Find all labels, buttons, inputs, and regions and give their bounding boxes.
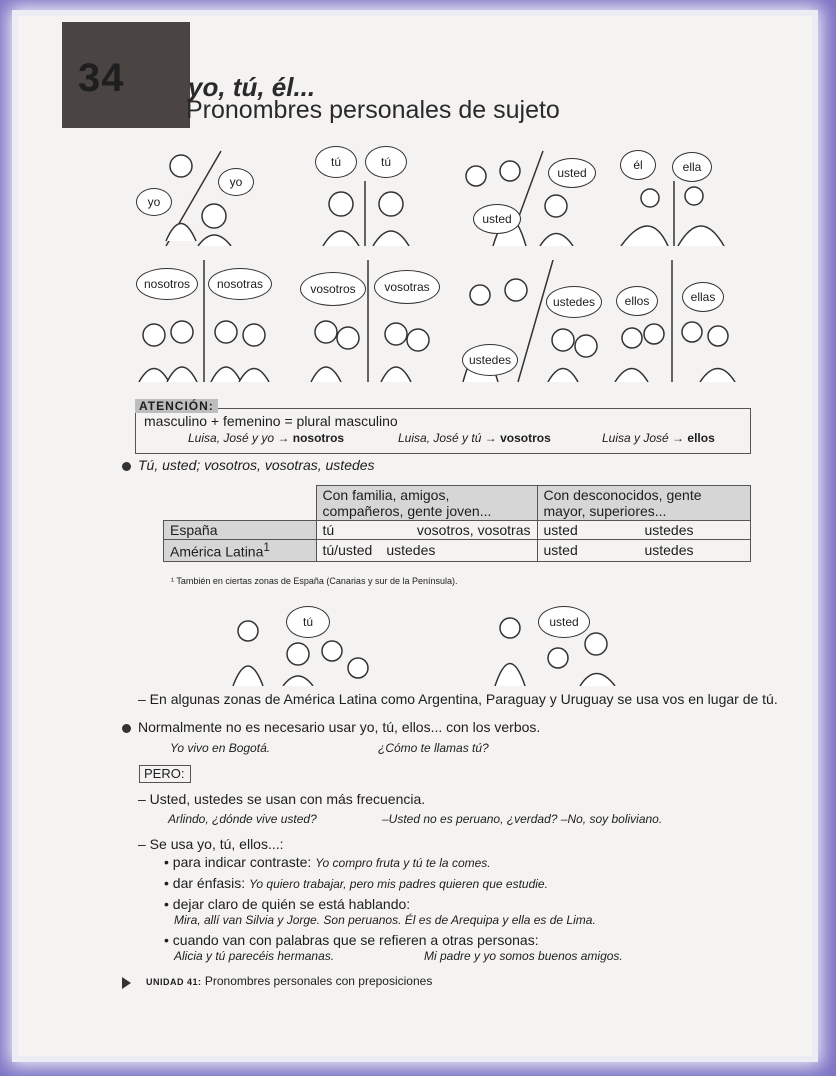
bubble-usted-right: usted (548, 158, 596, 188)
bubble-el: él (620, 150, 656, 180)
table-footnote: ¹ También en ciertas zonas de España (Canarias y sur de la Península). (171, 576, 458, 586)
usted-example-2: –Usted no es peruano, ¿verdad? –No, soy boliviano. (382, 812, 663, 826)
atencion-example-2 (398, 431, 551, 445)
bullet-icon (122, 724, 131, 733)
illustration-nosotros (134, 260, 274, 382)
vos-note: – En algunas zonas de América Latina como Argentina, Paraguay y Uruguay se usa vos en lugar de tú. (138, 691, 778, 707)
illustration-usted-latam (480, 606, 640, 686)
bubble-ustedes-left: ustedes (462, 344, 518, 376)
cell: vosotros, vosotras (416, 522, 531, 538)
bubble-usted-left: usted (473, 204, 521, 234)
bubble-usted-latam: usted (538, 606, 590, 638)
table-header-formal: Con desconocidos, gente mayor, superiores... (537, 486, 751, 521)
bubble-nosotros: nosotros (136, 268, 198, 300)
example-left: Luisa, José y yo (188, 431, 275, 445)
cell: usted (543, 522, 578, 538)
people-drawing (610, 260, 740, 382)
list-item-example: Alicia y tú parecéis hermanas. (174, 949, 335, 963)
example-result: nosotros (292, 431, 345, 445)
table-row (164, 521, 751, 540)
bubble-ustedes-right: ustedes (546, 286, 602, 318)
section1-heading: Tú, usted; vosotros, vosotras, ustedes (138, 457, 375, 473)
bullet-icon (122, 462, 131, 471)
bubble-vosotros: vosotros (300, 272, 366, 306)
bubble-yo-left: yo (136, 188, 172, 216)
illustration-tu-latam (228, 606, 388, 686)
atencion-box (135, 408, 751, 454)
bubble-ella: ella (672, 152, 712, 182)
table-row (164, 540, 751, 562)
title-line-1: yo, tú, él... (188, 72, 316, 102)
arrow-icon: → (277, 431, 290, 445)
illustration-usted (458, 146, 588, 246)
list-item: • dar énfasis: Yo quiero trabajar, pero mis padres quieren que estudie. (164, 875, 548, 891)
unit-number: 34 (78, 56, 125, 100)
usage-table (163, 485, 751, 562)
usted-example-1: Arlindo, ¿dónde vive usted? (168, 812, 317, 826)
list-item-example: Mira, allí van Silvia y Jorge. Son peruanos. Él es de Arequipa y ella es de Lima. (174, 913, 596, 927)
cell: ustedes (644, 522, 694, 538)
bubble-vosotras: vosotras (374, 270, 440, 304)
illustration-ellos-ellas (610, 260, 740, 382)
triangle-arrow-icon (122, 977, 131, 989)
example-left: Luisa y José (602, 431, 669, 445)
cross-reference-text: Pronombres personales con preposiciones (204, 974, 433, 988)
arrow-icon: → (672, 431, 685, 445)
cell: ustedes (644, 542, 694, 559)
example-left: Luisa, José y tú (398, 431, 482, 445)
illustration-ustedes (458, 260, 608, 382)
cell: tú/usted (322, 542, 373, 559)
atencion-label: ATENCIÓN: (135, 399, 218, 413)
list-item: • dejar claro de quién se está hablando: (164, 896, 411, 912)
example-result: vosotros (500, 431, 551, 445)
usted-frequency-line: – Usted, ustedes se usan con más frecuencia. (138, 791, 426, 807)
illustration-yo (136, 146, 243, 246)
bubble-tu-left: tú (315, 146, 357, 178)
bubble-tu-latam: tú (286, 606, 330, 638)
table-header-familiar: Con familia, amigos, compañeros, gente joven... (316, 486, 537, 521)
bubble-yo-right: yo (218, 168, 254, 196)
section2-heading: Normalmente no es necesario usar yo, tú, ellos... con los verbos. (138, 719, 541, 735)
cell: ustedes (386, 542, 436, 559)
atencion-example-1 (188, 431, 344, 445)
bubble-nosotras: nosotras (208, 268, 272, 300)
unit-label: UNIDAD 41: (146, 977, 202, 987)
example-como-te-llamas: ¿Cómo te llamas tú? (378, 741, 489, 755)
cell: usted (543, 542, 578, 559)
bubble-tu-right: tú (365, 146, 407, 178)
cell: tú (322, 522, 335, 538)
bubble-ellos: ellos (616, 286, 658, 316)
cross-reference[interactable] (146, 974, 432, 988)
title-line-2: Pronombres personales de sujeto (186, 96, 560, 124)
example-yo-vivo: Yo vivo en Bogotá. (170, 741, 271, 755)
illustration-el-ella (616, 146, 726, 246)
atencion-rule: masculino + femenino = plural masculino (144, 413, 398, 429)
pero-label: PERO: (139, 765, 191, 783)
textbook-page (18, 16, 812, 1056)
list-item: • para indicar contraste: Yo compro fruta y tú te la comes. (164, 854, 491, 870)
illustration-tu (303, 146, 423, 246)
list-item-example: Mi padre y yo somos buenos amigos. (424, 949, 623, 963)
se-usa-line: – Se usa yo, tú, ellos...: (138, 836, 284, 852)
row-label: España (164, 521, 317, 540)
atencion-example-3 (602, 431, 715, 445)
footnote-mark: 1 (263, 541, 270, 554)
list-item: • cuando van con palabras que se refieren a otras personas: (164, 932, 539, 948)
example-result: ellos (687, 431, 715, 445)
row-label: América Latina$^1$ (164, 540, 317, 562)
illustration-vosotros (296, 260, 446, 382)
bubble-ellas: ellas (682, 282, 724, 312)
arrow-icon: → (484, 431, 497, 445)
